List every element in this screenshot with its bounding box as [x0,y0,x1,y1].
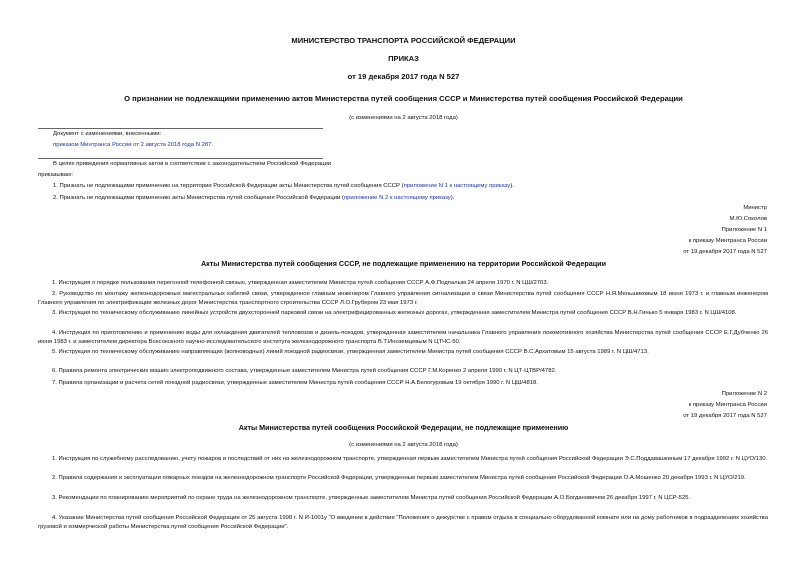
doc-type-heading: ПРИКАЗ [388,54,419,63]
appendix-1-item: 3. Инструкция по техническому обслуживанию линейных устройств двухсторонней парковой связи на электрифицированных железных дорогах, утвержденная заместителем Министра путей сообщения СССР В.Н.Гинько 5 января 1983 г. N ЦШ/4108. [52,310,737,316]
amendment-note: (с изменениями на 2 августа 2018 года) [349,115,458,121]
order-title: О признании не подлежащими применению актов Министерства путей сообщения СССР и Министерства путей сообщения Российской Федерации [124,94,683,103]
order-item-1: 1. Признать не подлежащими применению на территории Российской Федерации акты Министерства путей сообщения СССР (приложение N 1 к настоящему приказу). [53,183,514,189]
appendix-1-item: 4. Инструкция по приготовлению и применению воды для охлаждения двигателей тепловозов и дизель-поездов, утвержденная заместителем начальника Главного управления локомотивного хозяйства Министерства путей сообщения СССР Е.Г.Дубченко 26 июня 1983 г. и заместителем директора Всесоюзного научно-исследовательского института железнодорожного транспорта В.Т.Иноземцевым N ЦТЧС-50. [38,330,768,345]
appendix-1-link[interactable]: приложение N 1 к настоящему приказу [403,183,511,189]
appendix-2-date: от 19 декабря 2017 года N 527 [683,413,767,419]
appendix-1-label: Приложение N 1 [721,227,767,233]
preamble-line: В целях приведения нормативных актов в соответствие с законодательством Российской Федерации [53,161,332,167]
appendix-1-item: 6. Правила ремонта электрических машин электроподвижного состава, утвержденные заместителем Министра путей сообщения СССР Г.М.Коренко 2 апреля 1990 г. N ЦТ-ЦТВР/4782. [52,368,557,374]
changes-label: Документ с изменениями, внесенными: [53,131,162,137]
divider-line [38,128,323,129]
order-date-number: от 19 декабря 2017 года N 527 [347,72,460,81]
appendix-2-item: 4. Указание Министерства путей сообщения Российской Федерации от 25 августа 1998 г. N И-1001у "О введении в действие "Положения о дежурстве с правом отдыха в специально оборудованной комнате или на дому работников в подразделениях хозяйства грузовой и коммерческой работы Министерства путей сообщения Российской Федерации". [38,515,768,530]
appendix-2-amendment-note: (с изменениями на 2 августа 2018 года) [349,442,458,448]
appendix-1-item: 5. Инструкция по техническому обслуживанию направляющих (волноводных) линий поездной радиосвязи, утвержденная заместителем Министра путей сообщения СССР В.С.Архатовым 15 августа 1989 г. N ЦШ/4713. [52,349,649,355]
changes-link[interactable]: приказом Минтранса России от 2 августа 2018 года N 287. [53,142,214,148]
preamble-order-word: приказываю: [38,172,74,178]
ministry-heading: МИНИСТЕРСТВО ТРАНСПОРТА РОССИЙСКОЙ ФЕДЕРАЦИИ [291,36,516,45]
divider-line [38,158,323,159]
appendix-1-to-order: к приказу Минтранса России [688,238,767,244]
appendix-1-item: 1. Инструкция о порядке пользования перегонной телефонной связью, утвержденная заместителем Министра путей сообщения СССР А.Ф.Подпалым 24 апреля 1970 г. N ЦШ/2703. [52,280,549,286]
appendix-2-link[interactable]: приложение N 2 к настоящему приказу [343,195,451,201]
appendix-1-title: Акты Министерства путей сообщения СССР, не подлежащие применению на территории Российской Федерации [200,259,607,268]
order-item-2: 2. Признать не подлежащими применению акты Министерства путей сообщения Российской Федерации (приложение N 2 к настоящему приказу). [53,195,455,201]
appendix-2-item: 1. Инструкция по служебному расследованию, учету пожаров и последствий от них на железнодорожном транспорте, утвержденная первым заместителем Министра путей сообщения Российской Федерации Э.С.Поддавашкиным 17 декабря 1992 г. N ЦУО/130. [52,456,768,462]
signature-name: М.Ю.Соколов [729,216,767,222]
appendix-2-to-order: к приказу Минтранса России [688,402,767,408]
signature-position: Министр [743,205,767,211]
appendix-1-item: 2. Руководство по монтажу железнодорожных магистральных кабелей связи, утвержденное главным инженером Главного управления сигнализации и связи Министерства путей сообщения СССР Н.Я.Меньшиковым 18 июня 1973 г. и главным инженером Главного управления по электрификации железных дорог Министерства транспортного строительства СССР Л.О.Грубером 23 мая 1973 г. [38,291,768,306]
appendix-1-date: от 19 декабря 2017 года N 527 [683,249,767,255]
appendix-1-item: 7. Правила организации и расчета сетей поездной радиосвязи, утвержденные заместителем Министра путей сообщения СССР Н.А.Белогуровым 19 октября 1990 г. N ЦШ/4818. [52,380,538,386]
appendix-2-title: Акты Министерства путей сообщения Российской Федерации, не подлежащие применению [238,423,569,432]
appendix-2-label: Приложение N 2 [721,391,767,397]
appendix-2-item: 2. Правила содержания и эксплуатации пожарных поездов на железнодорожном транспорте Российской Федерации, утвержденные первым заместителем Министра путей сообщения Российской Федерации О.А.Мошенко 20 декабря 1993 г. N ЦУО/219. [52,475,746,481]
appendix-2-item: 3. Рекомендации по планированию мероприятий по охране труда на железнодорожном транспорте, утвержденные заместителем Министра путей сообщения Российской Федерации А.О.Богдановичем 26 декабря 1997 г. N ЦСР-525. [52,495,691,501]
